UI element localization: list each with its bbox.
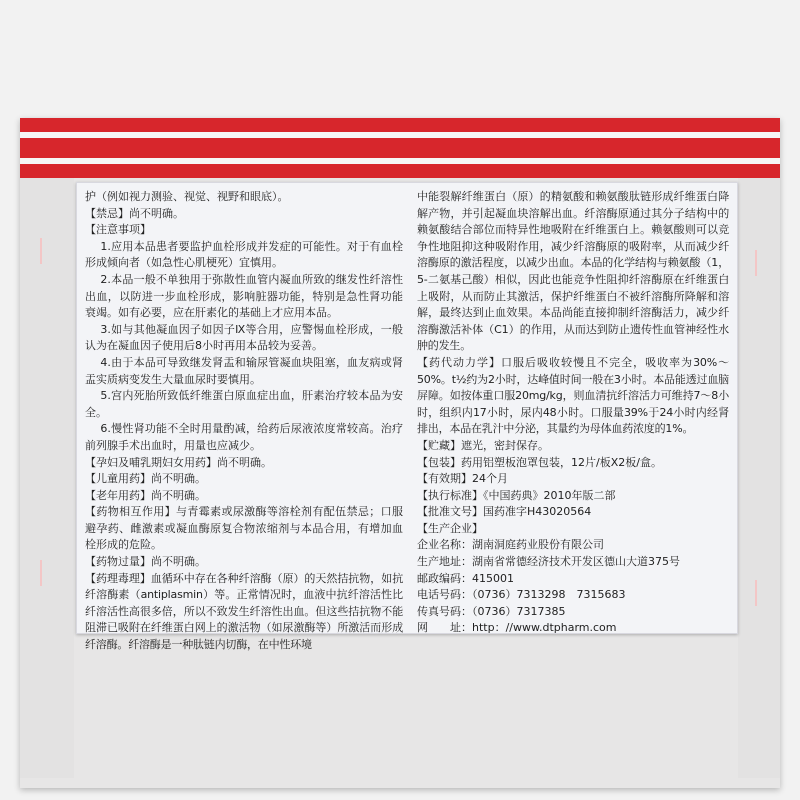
left-carton-edge [20, 178, 74, 778]
section-manufacturer-heading: 【生产企业】 [417, 521, 483, 535]
right-text-column [417, 189, 729, 637]
faint-red-mark [755, 250, 757, 276]
precaution-item-1: 1.应用本品患者要监护血栓形成并发症的可能性。对于有血栓形成倾向者（如急性心肌梗死）宜慎用。 [85, 239, 403, 270]
section-contraindications: 【禁忌】尚不明确。 [85, 206, 184, 220]
pharmacology-continued: 中能裂解纤维蛋白（原）的精氨酸和赖氨酸肽链形成纤维蛋白降解产物，并引起凝血块溶解出血。纤溶酶原通过其分子结构中的赖氨酸结合部位而特异性地吸附在纤维蛋白上。赖氨酸则可以竞争性地阻抑这种吸附作用，减少纤溶酶原的吸附率，从而减少纤溶酶原的激活程度，以减少出血。本品的化学结构与赖氨酸（1，5-二氨基己酸）相似，因此也能竞争性阻抑纤溶酶原在纤维蛋白上吸附，从而防止其激活，保护纤维蛋白不被纤溶酶所降解和溶解，最终达到止血效果。本品尚能直接抑制纤溶酶活力，减少纤溶酶激活补体（C1）的作用，从而达到防止遗传性血管神经性水肿的发生。 [417, 190, 729, 353]
section-pharmacokinetics: 【药代动力学】口服后吸收较慢且不完全，吸收率为30%～50%。t½约为2小时，达峰值时间一般在3小时。本品能透过血脑屏障。如按体重口服20mg/kg，则血清抗纤溶活力可维持7～8小时，组织内17小时，尿内48小时。口服量39%于24小时内经肾排出，本品在乳汁中分泌，其量约为母体血药浓度的1%。 [417, 355, 729, 436]
section-shelf-life: 【有效期】24个月 [417, 472, 508, 486]
precaution-item-4: 4.由于本品可导致继发肾盂和输尿管凝血块阻塞，血友病或肾盂实质病变发生大量血尿时要慎用。 [85, 355, 403, 386]
right-carton-edge [738, 178, 780, 778]
faint-red-mark [40, 238, 42, 264]
precaution-item-3: 3.如与其他凝血因子如因子Ⅸ等合用，应警惕血栓形成，一般认为在凝血因子使用后8小时再用本品较为妥善。 [85, 322, 403, 353]
package-insert-leaflet [76, 182, 738, 652]
faint-red-mark [755, 580, 757, 606]
precaution-item-2: 2.本品一般不单独用于弥散性血管内凝血所致的继发性纤溶性出血，以防进一步血栓形成，影响脏器功能，特别是急性肾功能衰竭。如有必要，应在肝素化的基础上才应用本品。 [85, 272, 403, 320]
section-interactions: 【药物相互作用】与青霉素或尿激酶等溶栓剂有配伍禁忌；口服避孕药、雌激素或凝血酶原复合物浓缩剂与本品合用，有增加血栓形成的危险。 [85, 505, 403, 552]
precaution-item-5: 5.宫内死胎所致低纤维蛋白原血症出血，肝素治疗较本品为安全。 [85, 389, 403, 419]
fax-number: 传真号码：（0736）7317385 [417, 604, 566, 618]
faint-red-mark [40, 560, 42, 586]
red-band [20, 118, 780, 178]
section-packaging: 【包装】药用铝塑板泡罩包装，12片/板X2板/盒。 [417, 455, 662, 469]
paragraph-eye-exam: 护（例如视力测验、视觉、视野和眼底）。 [85, 190, 289, 203]
white-stripe [20, 132, 780, 138]
company-name: 企业名称：湖南洞庭药业股份有限公司 [417, 538, 604, 552]
section-pregnancy: 【孕妇及哺乳期妇女用药】尚不明确。 [85, 455, 272, 469]
section-storage: 【贮藏】遮光，密封保存。 [417, 438, 549, 452]
company-address: 生产地址：湖南省常德经济技术开发区德山大道375号 [417, 555, 680, 569]
section-pharmacology: 【药理毒理】血循环中存在各种纤溶酶（原）的天然拮抗物，如抗纤溶酶素（antiplasmin）等。正常情况时，血液中抗纤溶活性比纤溶活性高很多倍，所以不致发生纤溶性出血。但这些拮抗物不能阻滞已吸附在纤维蛋白网上的激活物（如尿激酶等）所激活而形成纤溶酶。纤溶酶是一种肽链内切酶，在中性环境 [85, 571, 403, 652]
website: 网 址：http：//www.dtpharm.com [417, 621, 617, 635]
section-approval-number: 【批准文号】国药准字H43020564 [417, 505, 592, 519]
white-stripe [20, 158, 780, 164]
section-precautions-heading: 【注意事项】 [85, 223, 151, 237]
phone-number: 电话号码：（0736）7313298 7315683 [417, 588, 626, 602]
precaution-item-6: 6.慢性肾功能不全时用量酌减，给药后尿液浓度常较高。治疗前列腺手术出血时，用量也应减少。 [85, 422, 403, 452]
postal-code: 邮政编码：415001 [417, 571, 514, 585]
left-text-column [85, 189, 403, 654]
section-overdose: 【药物过量】尚不明确。 [85, 555, 206, 569]
section-standard: 【执行标准】《中国药典》2010年版二部 [417, 488, 616, 502]
section-pediatric: 【儿童用药】尚不明确。 [85, 472, 206, 486]
section-geriatric: 【老年用药】尚不明确。 [85, 488, 206, 502]
